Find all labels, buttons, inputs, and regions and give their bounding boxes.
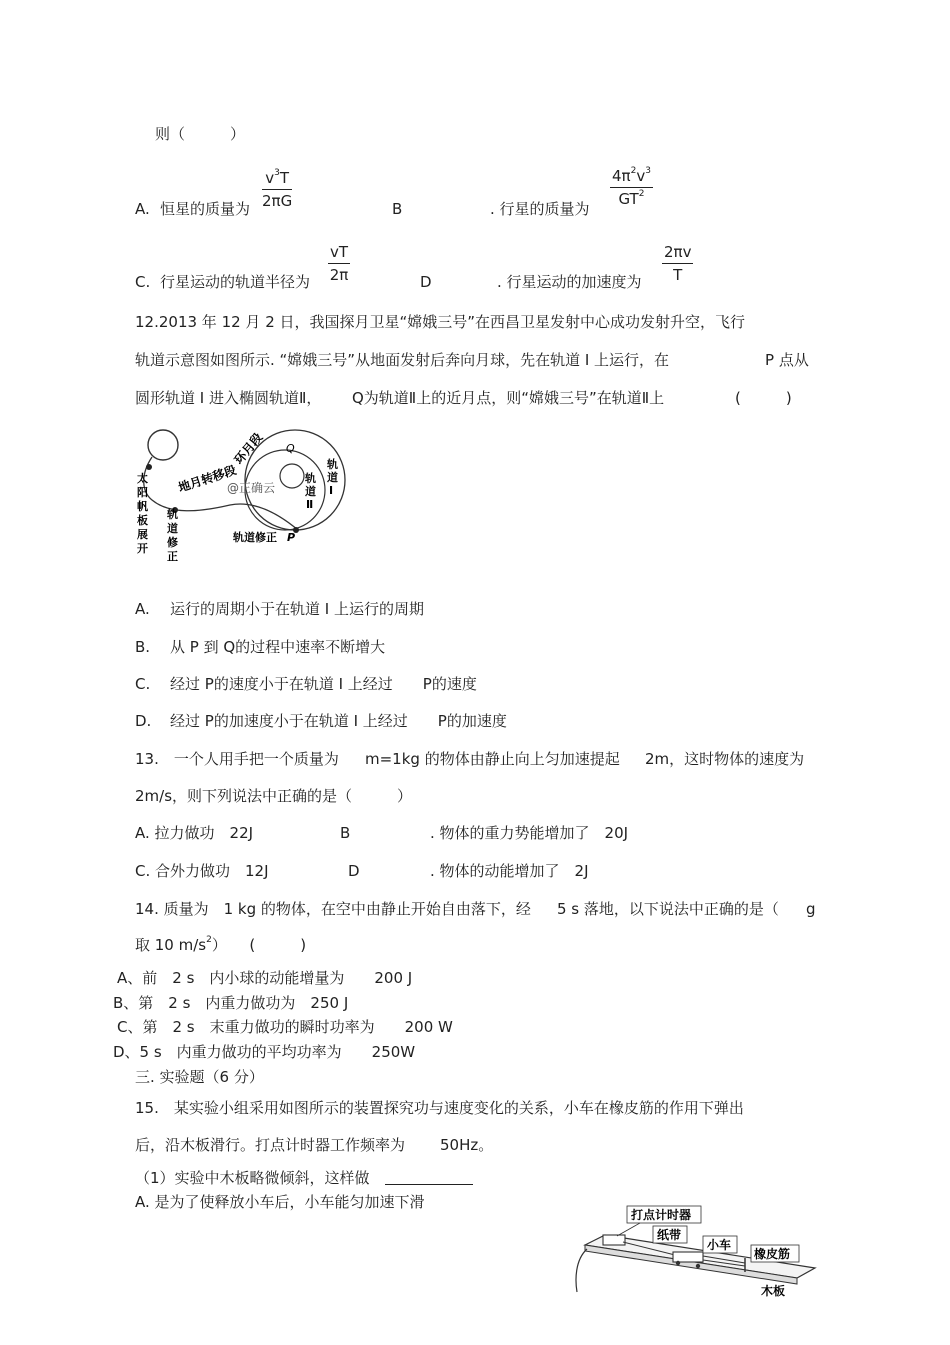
label-guidao2 (304, 471, 320, 511)
q13-line1a: 13. 一个人用手把一个质量为 (135, 750, 339, 768)
label-timer: 打点计时器 (631, 1208, 692, 1222)
ty-3: 板 (137, 514, 148, 527)
q11-option-d-text: . 行星运动的加速度为 (497, 273, 642, 291)
ty-5: 开 (137, 542, 148, 555)
q14-line1c: g (806, 900, 816, 918)
q11-option-d-fraction (662, 242, 693, 285)
q11-b-num-pre: 4π (612, 167, 631, 185)
q13-line1b: m=1kg 的物体由静止向上匀加速提起 (365, 750, 620, 768)
orbit-diagram (130, 420, 360, 570)
q12-option-a-label: A. (135, 600, 150, 618)
q12-line2b: P 点从 (765, 351, 809, 369)
label-rubber: 橡皮筋 (754, 1247, 791, 1261)
q13-option-a: A. 拉力做功 22J (135, 824, 254, 842)
q14-line2-pre: 取 10 m/s (135, 936, 207, 954)
q15-line2a: 后，沿木板滑行。打点计时器工作频率为 (135, 1136, 406, 1154)
q11-option-a-label: A. (135, 200, 150, 218)
label-q: Q (286, 442, 295, 455)
q15-sub1 (135, 1168, 473, 1188)
leader-timer (617, 1223, 640, 1236)
q13-line2: 2m/s，则下列说法中正确的是（ ） (135, 787, 413, 805)
q11-d-num: 2πv (662, 242, 693, 264)
ty-0: 太 (137, 472, 148, 485)
q14-line2-exp: 2 (206, 935, 212, 945)
q14-option-b: B、第 2 s 内重力做功为 250 J (113, 994, 349, 1012)
apparatus-diagram (565, 1200, 820, 1305)
gd1-0: 轨 (327, 458, 338, 471)
ty-2: 帆 (137, 500, 148, 513)
q11-c-den: 2π (329, 266, 349, 284)
q11-option-a-fraction (262, 168, 292, 211)
gd2-1: 道 (305, 485, 316, 498)
q11-option-a-text: 恒星的质量为 (160, 200, 251, 218)
gd2-2: Ⅱ (306, 498, 314, 511)
q14-option-c: C、第 2 s 末重力做功的瞬时功率为 200 W (117, 1018, 453, 1036)
q11-b-num-exp2: 3 (645, 166, 651, 176)
q13-option-b: . 物体的重力势能增加了 20J (430, 824, 629, 842)
q14-line2-post: ） ( ) (211, 936, 307, 954)
gd1-1: 道 (327, 471, 338, 484)
q13-option-b-label: B (340, 824, 351, 842)
q14-line1a: 14. 质量为 1 kg 的物体，在空中由静止开始自由落下，经 (135, 900, 531, 918)
label-p: P (287, 531, 296, 544)
q11-option-c-fraction (328, 242, 350, 285)
q14-line2 (135, 935, 306, 955)
section-3-heading: 三. 实验题（6 分） (135, 1068, 264, 1086)
xz-3: 正 (167, 550, 178, 563)
q12-line3a: 圆形轨道 I 进入椭圆轨道Ⅱ， (135, 389, 322, 407)
q11-a-num-base: v (265, 169, 275, 187)
q15-sub1-text: （1）实验中木板略微倾斜，这样做 (135, 1169, 370, 1187)
label-huanyue: 环月段 (231, 430, 266, 467)
car-wheel-1 (676, 1261, 680, 1265)
q13-option-d: . 物体的动能增加了 2J (430, 862, 589, 880)
q15-line1: 15. 某实验小组采用如图所示的装置探究功与速度变化的关系，小车在橡皮筋的作用下弹出 (135, 1099, 744, 1117)
ty-1: 阳 (137, 486, 148, 499)
q12-option-d-label: D. (135, 712, 152, 730)
q11-c-num: vT (328, 242, 350, 264)
label-xiuzheng-h: 轨道修正 (233, 531, 277, 544)
q12-option-d-text: 经过 P的加速度小于在轨道 I 上经过 P的加速度 (170, 712, 507, 730)
gd2-0: 轨 (305, 472, 316, 485)
label-board: 木板 (761, 1284, 786, 1298)
label-guidao1 (326, 457, 342, 497)
q15-line2b: 50Hz。 (440, 1136, 494, 1154)
xz-1: 道 (167, 522, 178, 535)
q14-option-a: A、前 2 s 内小球的动能增量为 200 J (117, 969, 413, 987)
label-taiyang (137, 471, 152, 555)
q11-a-num-exp: 3 (274, 168, 280, 178)
q15-option-a: A. 是为了使释放小车后，小车能匀加速下滑 (135, 1193, 425, 1211)
q11-b-num-exp1: 2 (630, 166, 637, 176)
q11-option-c-label: C. (135, 273, 151, 291)
label-tape: 纸带 (657, 1228, 682, 1242)
q11-b-num-mid: v (636, 167, 646, 185)
q12-option-c-label: C. (135, 675, 151, 693)
label-xiuzheng-v (166, 507, 182, 563)
q12-option-b-text: 从 P 到 Q的过程中速率不断增大 (170, 638, 386, 656)
q11-d-den: T (673, 266, 683, 284)
label-watermark: @正确云 (227, 481, 276, 495)
q11-option-c-text: 行星运动的轨道半径为 (160, 273, 311, 291)
q12-line1: 12.2013 年 12 月 2 日，我国探月卫星“嫦娥三号”在西昌卫星发射中心成功发射升空，飞行 (135, 313, 746, 331)
q11-a-den: 2πG (262, 192, 293, 210)
q11-b-den-base: GT (618, 190, 639, 208)
q13-option-d-label: D (348, 862, 360, 880)
q13-option-c: C. 合外力做功 12J (135, 862, 269, 880)
earth-circle (148, 430, 178, 460)
q11-tail: 则（ ） (155, 125, 246, 143)
q15-answer-blank[interactable] (385, 1170, 473, 1185)
gd1-2: I (329, 484, 334, 497)
xz-2: 修 (167, 536, 178, 549)
timer-box (603, 1235, 625, 1245)
q12-line2a: 轨道示意图如图所示. “嫦娥三号”从地面发射后奔向月球，先在轨道 I 上运行，在 (135, 351, 670, 369)
xz-0: 轨 (167, 508, 178, 521)
q11-option-b-label: B (392, 200, 403, 218)
q12-line3b: Q为轨道Ⅱ上的近月点，则“嫦娥三号”在轨道Ⅱ上 (352, 389, 665, 407)
label-car: 小车 (707, 1238, 732, 1252)
q11-b-den-exp: 2 (638, 189, 645, 199)
ty-4: 展 (137, 528, 148, 541)
q12-option-a-text: 运行的周期小于在轨道 I 上运行的周期 (170, 600, 424, 618)
q12-line3c: ( ) (735, 389, 792, 407)
q11-option-b-text: . 行星的质量为 (490, 200, 590, 218)
label-diyue: 地月转移段 (176, 462, 239, 495)
q11-a-num-tail: T (279, 169, 289, 187)
car-wheel-2 (696, 1264, 700, 1268)
q12-option-b-label: B. (135, 638, 151, 656)
q11-option-d-label: D (420, 273, 432, 291)
point-dot-1 (146, 464, 152, 470)
moon-circle (280, 464, 304, 488)
board-leg (576, 1249, 587, 1292)
car-body (673, 1252, 703, 1262)
q13-line1c: 2m，这时物体的速度为 (645, 750, 805, 768)
q14-option-d: D、5 s 内重力做功的平均功率为 250W (113, 1043, 416, 1061)
q12-option-c-text: 经过 P的速度小于在轨道 I 上经过 P的速度 (170, 675, 477, 693)
q14-line1b: 5 s 落地，以下说法中正确的是（ (557, 900, 779, 918)
q11-option-b-fraction (610, 166, 653, 209)
